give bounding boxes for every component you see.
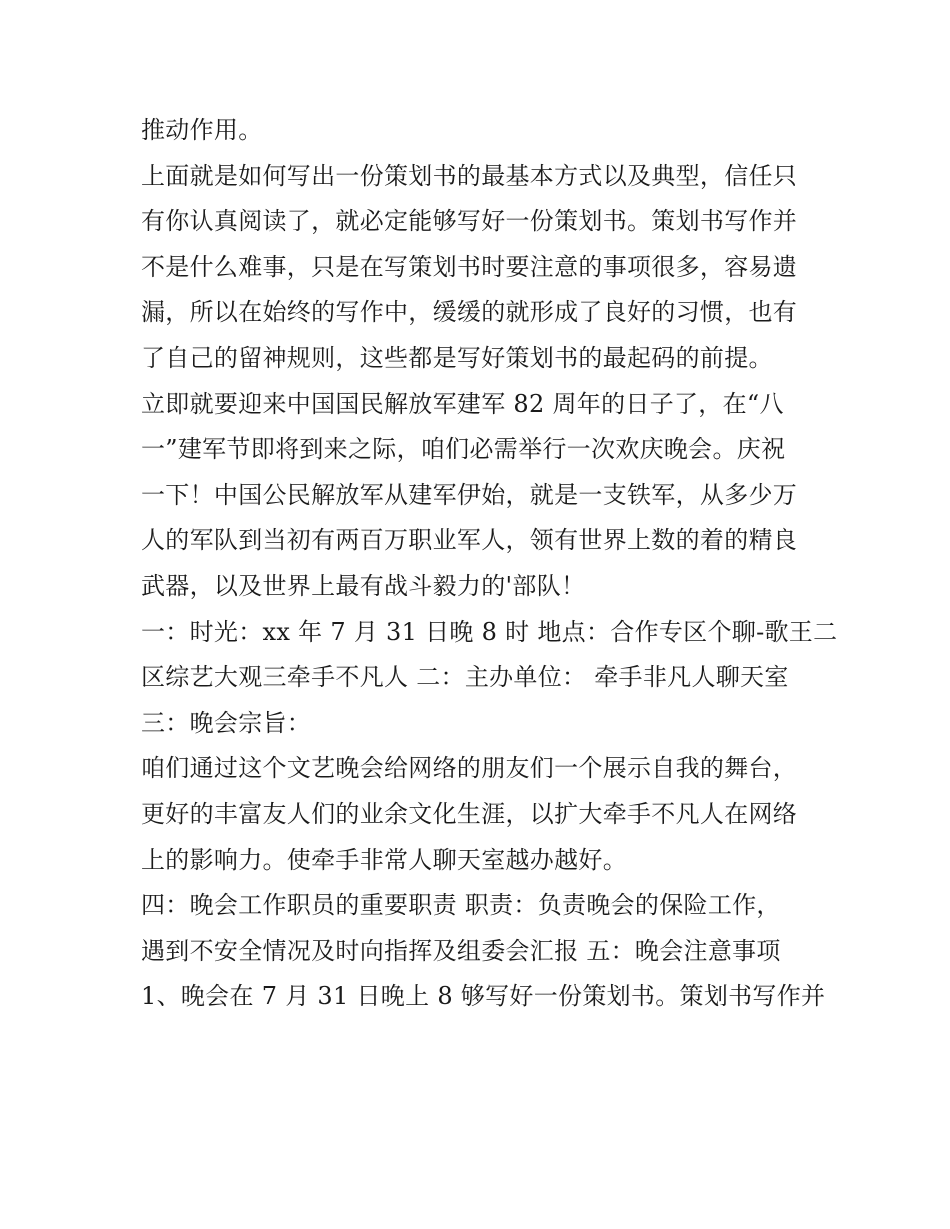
text-line: 区综艺大观三牵手不凡人 二：主办单位： 牵手非凡人聊天室 (141, 663, 789, 692)
text-line: 上的影响力。使牵手非常人聊天室越办越好。 (141, 845, 627, 874)
text-line: 一”建军节即将到来之际，咱们必需举行一次欢庆晚会。庆祝 (141, 435, 786, 464)
text-line: 漏，所以在始终的写作中，缓缓的就形成了良好的习惯，也有 (141, 298, 798, 327)
text-line: 人的军队到当初有两百万职业军人，领有世界上数的着的精良 (141, 526, 798, 555)
text-line: 咱们通过这个文艺晚会给网络的朋友们一个展示自我的舞台， (141, 754, 798, 783)
text-line: 有你认真阅读了，就必定能够写好一份策划书。策划书写作并 (141, 207, 798, 236)
text-line: 四：晚会工作职员的重要职责 职责：负责晚会的保险工作， (141, 891, 781, 920)
text-line: 遇到不安全情况及时向指挥及组委会汇报 五：晚会注意事项 (141, 936, 781, 965)
text-line: 上面就是如何写出一份策划书的最基本方式以及典型，信任只 (141, 161, 798, 190)
text-line: 三：晚会宗旨： (141, 708, 312, 737)
text-line: 不是什么难事，只是在写策划书时要注意的事项很多，容易遗 (141, 252, 798, 281)
text-line: 立即就要迎来中国国民解放军建军 82 周年的日子了，在“八 (141, 389, 784, 418)
text-line: 1、晚会在 7 月 31 日晚上 8 够写好一份策划书。策划书写作并 (141, 982, 826, 1011)
text-line: 一：时光：xx 年 7 月 31 日晚 8 时 地点：合作专区个聊-歌王二 (141, 617, 838, 646)
text-line: 推动作用。 (141, 116, 263, 144)
text-line: 更好的丰富友人们的业余文化生涯，以扩大牵手不凡人在网络 (141, 799, 798, 828)
text-line: 一下！中国公民解放军从建军伊始，就是一支铁军，从多少万 (141, 480, 798, 509)
document-body (141, 108, 838, 1020)
text-line: 了自己的留神规则，这些都是写好策划书的最起码的前提。 (141, 343, 773, 372)
text-line: 武器，以及世界上最有战斗毅力的'部队！ (141, 571, 586, 600)
